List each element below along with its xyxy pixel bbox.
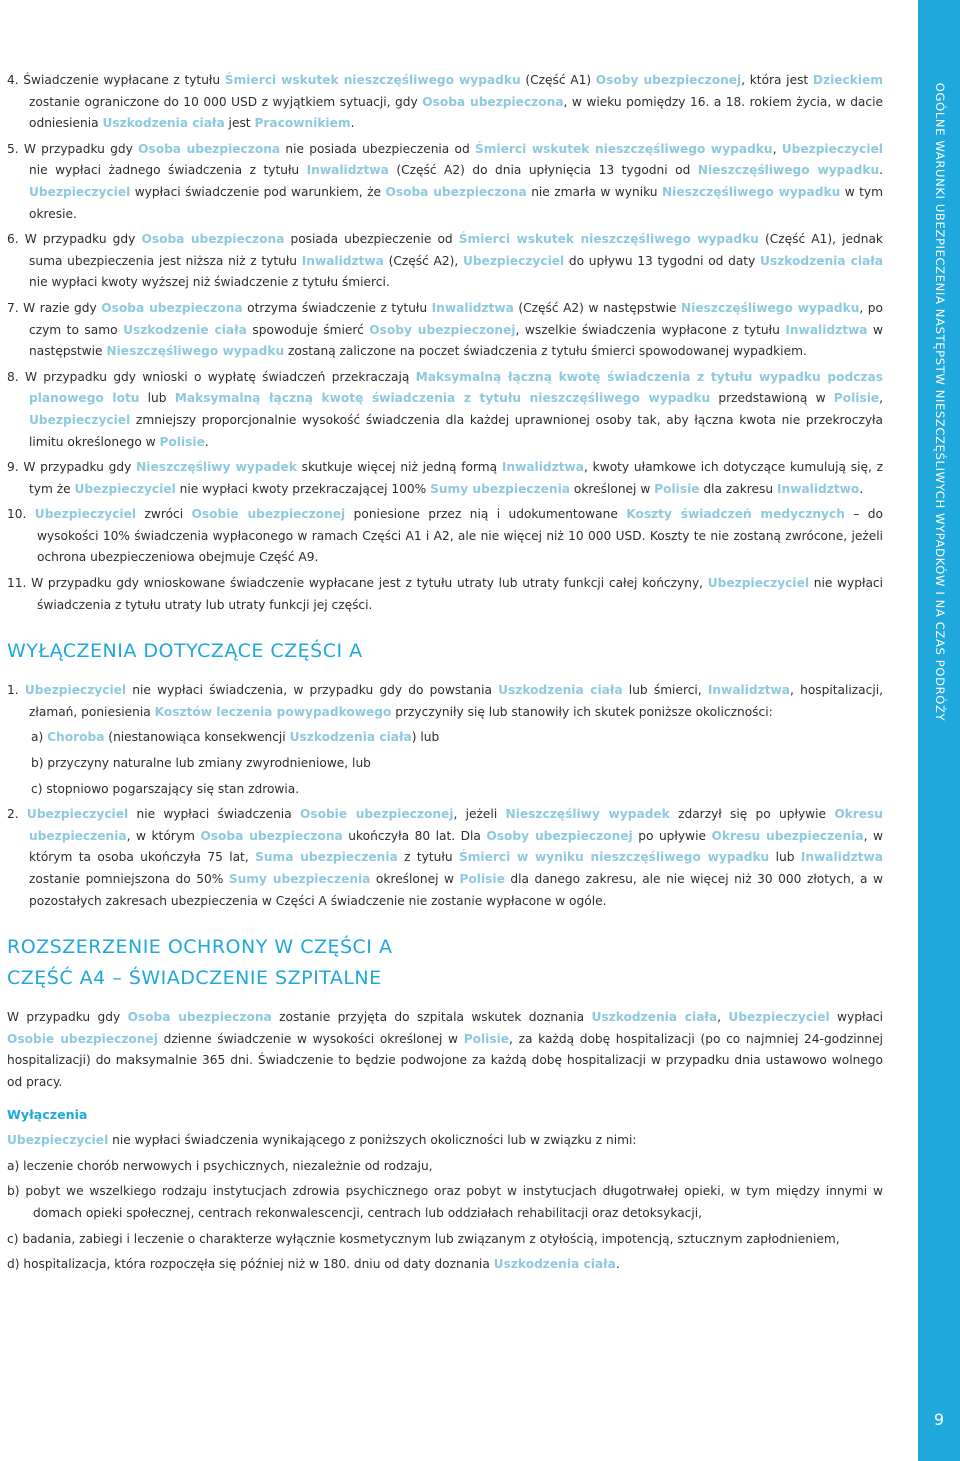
text-run: nie wypłaci świadczenia [128,807,300,822]
text-run: a) [31,730,48,745]
text-run: 9. W przypadku gdy [7,460,137,475]
defined-term: Uszkodzenia ciała [289,730,412,745]
defined-term: Osoba ubezpieczona [138,141,281,156]
list-item [7,1181,883,1224]
defined-term: Polisie [159,434,205,449]
defined-term: Ubezpieczyciel [24,683,127,698]
numbered-clause [7,367,883,453]
defined-term: Ubezpieczyciel [462,253,565,268]
text-run: przedstawioną w [710,391,834,406]
text-run: określonej w [370,872,460,886]
text-run: nie zmarła w wyniku [526,184,662,199]
defined-term: Ubezpieczyciel [29,184,131,199]
text-run: zwróci [136,507,192,522]
defined-term: Inwalidztwa [800,850,883,865]
vertical-title: OGÓLNE WARUNKI UBEZPIECZENIA NASTĘPSTW NIESZCZĘŚLIWYCH WYPADKÓW I NA CZAS PODRÓŻY [933,82,947,722]
text-run: d) hospitalizacja, która rozpoczęła się później niż w 180. dniu od daty doznania [7,1257,494,1272]
text-run: nie wypłaci kwoty przekraczającej 100% [175,481,431,496]
defined-term: Osoby ubezpieczonej [595,73,742,87]
text-run: zostaną zaliczone na poczet świadczenia z tytułu śmierci spowodowanej wypadkiem. [284,344,807,359]
defined-term: Śmierci wskutek nieszczęśliwego wypadku [458,232,759,247]
text-run: W przypadku gdy [7,1010,128,1025]
text-run: . [350,116,355,131]
text-run: w tym okresie. [29,184,884,221]
text-run: zostanie przyjęta do szpitala wskutek doznania [271,1010,592,1025]
text-run: dzienne świadczenie w wysokości określonej w [157,1031,464,1046]
defined-term: Okresu ubezpieczenia [711,828,864,843]
numbered-clause [7,457,883,500]
text-run: , za każdą dobę hospitalizacji (po co najmniej 24-godzinnej hospitalizacji) do maksymalnie 365 dni. Świadczenie to będzie podwojone za każdą dobę hospitalizacji w przypadku dnia ustawowo wolnego od pracy. [7,1031,883,1089]
defined-term: Sumy ubezpieczenia [430,481,571,496]
defined-term: Ubezpieczyciel [728,1010,830,1025]
numbered-clause [7,504,883,569]
defined-term: Suma ubezpieczenia [255,850,398,865]
text-run: zostanie ograniczone do 10 000 USD z wyjątkiem sytuacji, gdy [29,94,423,109]
text-run: w następstwie [29,322,883,359]
text-run: poniesione przez nią i udokumentowane [345,507,627,522]
text-run: , jeżeli [453,807,506,822]
text-run: 8. W przypadku gdy wnioski o wypłatę świadczeń przekraczają [7,369,416,384]
numbered-clause [7,139,883,225]
defined-term: Nieszczęśliwego wypadku [681,300,860,315]
defined-term: Polisie [459,872,505,886]
defined-term: Ubezpieczyciel [29,412,131,427]
defined-term: Śmierci w wyniku nieszczęśliwego wypadku [458,850,770,865]
text-run: , w wieku pomiędzy 16. a 18. rokiem życia, w dacie odniesienia [29,94,883,131]
text-run: skutkuje więcej niż jedną formą [296,460,502,475]
paragraph [7,1007,883,1093]
defined-term: Uszkodzenia ciała [102,116,225,131]
defined-term: Inwalidztwa [431,300,514,315]
defined-term: Osoba ubezpieczona [422,94,564,109]
text-run: nie wypłaci żadnego świadczenia z tytułu [29,163,307,178]
text-run: – do wysokości 10% świadczenia wypłaconego w ramach Części A1 i A2, ale nie więcej niż 10 000 USD. Koszty te nie zostaną zwrócone, jeżeli ochrona ubezpieczeniowa obejmuje Część A9. [37,507,883,565]
text-run: po upływie [632,828,712,843]
defined-term: Osoba ubezpieczona [141,232,285,247]
text-run: nie wypłaci świadczenia z tytułu utraty lub utraty funkcji jej części. [37,576,883,612]
text-run: zdarzył się po upływie [669,807,835,822]
text-run: określonej w [570,481,655,496]
numbered-clause [7,573,883,616]
text-run: (Część A2), [383,253,463,268]
text-run: do upływu 13 tygodni od daty [564,253,760,268]
defined-term: Choroba [47,730,105,745]
defined-term: Inwalidztwa [785,322,868,337]
text-run: . [204,434,209,449]
text-run: (Część A2) do dnia upłynięcia 13 tygodni od [388,163,698,178]
text-run: jest [224,116,255,131]
defined-term: Uszkodzenia ciała [493,1257,616,1272]
numbered-clause [7,229,883,294]
defined-term: Osobie ubezpieczonej [7,1031,158,1046]
defined-term: Uszkodzenia ciała [760,253,883,268]
text-run: nie wypłaci świadczenia wynikającego z poniższych okoliczności lub w związku z nimi: [108,1133,637,1148]
text-run: 4. Świadczenie wypłacane z tytułu [7,73,225,87]
text-run: . [615,1257,620,1272]
defined-term: Nieszczęśliwego wypadku [697,163,880,178]
text-run: 2. [7,807,27,822]
text-run: spowoduje śmierć [246,322,370,337]
defined-term: Osoby ubezpieczonej [369,322,516,337]
text-run: nie posiada ubezpieczenia od [280,141,475,156]
defined-term: Koszty świadczeń medycznych [626,507,845,522]
defined-term: Maksymalną łączną kwotę świadczenia z tytułu nieszczęśliwego wypadku [174,391,711,406]
defined-term: Ubezpieczyciel [707,576,810,591]
defined-term: Sumy ubezpieczenia [228,872,371,886]
defined-term: Polisie [654,481,700,496]
text-run: dla danego zakresu, ale nie więcej niż 30 000 złotych, a w pozostałych zakresach ubezpieczenia w Części A świadczenie nie zostanie wypłacone w ogóle. [29,872,884,908]
list-item [7,1156,883,1178]
defined-term: Nieszczęśliwego wypadku [661,184,841,199]
text-run: , hospitalizacji, złamań, poniesienia [29,683,883,719]
text-run: b) pobyt we wszelkiego rodzaju instytucjach zdrowia psychicznego oraz pobyt w instytucjach długotrwałej opieki, w tym między innymi w domach opieki społecznej, centrach rekonwalescencji, centrach lub oddziałach rehabilitacji oraz detoksykacji, [7,1184,883,1220]
section-heading: ROZSZERZENIE OCHRONY W CZĘŚCI A CZĘŚĆ A4 – ŚWIADCZENIE SZPITALNE [7,936,393,990]
text-run: lub śmierci, [622,683,708,698]
numbered-clause [7,804,883,912]
defined-term: Ubezpieczyciel [26,807,129,822]
defined-term: Osobie ubezpieczonej [191,507,346,522]
list-item [7,727,883,749]
defined-term: Inwalidztwa [306,163,389,178]
text-run: 10. [7,507,35,522]
text-run: lub [769,850,801,865]
text-run: b) przyczyny naturalne lub zmiany zwyrodnieniowe, lub [31,756,371,771]
text-run: lub [139,391,175,406]
list-item [7,779,883,801]
text-run: , kwoty ułamkowe ich dotyczące kumulują się, z tym że [29,460,883,496]
defined-term: Osoby ubezpieczonej [486,828,633,843]
text-run: a) leczenie chorób nerwowych i psychicznych, niezależnie od rodzaju, [7,1158,433,1173]
text-run: , w którym ta osoba ukończyła 75 lat, [29,828,884,865]
text-run: , [717,1010,729,1025]
text-run: przyczyniły się lub stanowiły ich skutek poniższe okoliczności: [391,704,773,719]
defined-term: Uszkodzenia ciała [591,1010,718,1025]
numbered-clause [7,298,883,363]
text-run: , [879,391,884,406]
text-run: , po czym to samo [29,300,884,337]
paragraph [7,1130,883,1152]
defined-term: Polisie [463,1031,510,1046]
defined-term: Osobie ubezpieczonej [299,807,454,822]
text-run: , wszelkie świadczenia wypłacone z tytułu [515,322,786,337]
text-run: . [859,481,864,496]
defined-term: Nieszczęśliwy wypadek [136,460,297,475]
list-item [7,753,883,775]
text-run: , w którym [126,828,201,843]
list-item [7,1229,883,1251]
defined-term: Okresu ubezpieczenia [29,807,883,843]
text-run: , [772,141,782,156]
defined-term: Osoba ubezpieczona [101,300,243,315]
page-number: 9 [933,1410,945,1429]
defined-term: Uszkodzenie ciała [123,322,247,337]
text-run: posiada ubezpieczenie od [284,232,459,247]
defined-term: Kosztów leczenia powypadkowego [154,704,392,719]
text-run: z tytułu [397,850,459,865]
numbered-clause [7,70,883,135]
defined-term: Ubezpieczyciel [74,481,176,496]
text-run: 11. W przypadku gdy wnioskowane świadczenie wypłacane jest z tytułu utraty lub utraty funkcji całej kończyny, [7,576,708,591]
defined-term: Polisie [833,391,880,406]
text-run: 5. W przypadku gdy [7,141,139,156]
text-run: c) badania, zabiegi i leczenie o charakterze wyłącznie kosmetycznym lub związanym z otyłością, impotencją, sztucznym zapłodnieniem, [7,1231,840,1246]
text-run: , która jest [741,73,813,87]
text-run: ) lub [411,730,440,745]
defined-term: Ubezpieczyciel [34,507,137,522]
text-run: wypłaci [829,1010,883,1025]
text-run: nie wypłaci świadczenia, w przypadku gdy do powstania [126,683,499,698]
text-run: zostanie pomniejszona do 50% [29,872,229,886]
text-run: (Część A1) [520,73,596,87]
defined-term: Ubezpieczyciel [7,1133,109,1148]
text-run: 1. [7,683,25,698]
defined-term: Śmierci wskutek nieszczęśliwego wypadku [474,141,773,156]
text-run: 6. W przypadku gdy [7,232,142,247]
text-run: otrzyma świadczenie z tytułu [242,300,432,315]
text-run: nie wypłaci kwoty wyższej niż świadczenie z tytułu śmierci. [29,275,390,290]
text-run: (Część A2) w następstwie [513,300,682,315]
document-body [7,70,883,1280]
defined-term: Dzieckiem [812,73,884,87]
defined-term: Nieszczęśliwego wypadku [106,344,285,359]
text-run: dla zakresu [699,481,777,496]
defined-term: Inwalidztwa [501,460,585,475]
subsection-heading: Wyłączenia [7,1106,88,1122]
defined-term: Maksymalną łączną kwotę świadczenia z tytułu wypadku podczas planowego lotu [29,369,883,406]
text-run: 7. W razie gdy [7,300,102,315]
text-run: ukończyła 80 lat. Dla [342,828,487,843]
defined-term: Osoba ubezpieczona [200,828,343,843]
text-run: wypłaci świadczenie pod warunkiem, że [130,184,386,199]
list-item [7,1254,883,1276]
defined-term: Uszkodzenia ciała [498,683,623,698]
numbered-clause [7,680,883,723]
text-run: (Część A1), jednak suma ubezpieczenia jest niższa niż z tytułu [29,232,883,268]
text-run: . [879,163,883,178]
defined-term: Pracownikiem [254,116,351,131]
defined-term: Inwalidztwa [301,253,384,268]
text-run: zmniejszy proporcjonalnie wysokość świadczenia dla każdej uprawnionej osoby tak, aby łączna kwota nie przekroczyła limitu określonego w [29,412,883,449]
defined-term: Ubezpieczyciel [781,141,883,156]
defined-term: Inwalidztwo [776,481,860,496]
text-run: (niestanowiąca konsekwencji [104,730,290,745]
section-heading: WYŁĄCZENIA DOTYCZĄCE CZĘŚCI A [7,640,363,663]
defined-term: Śmierci wskutek nieszczęśliwego wypadku [224,73,521,87]
defined-term: Osoba ubezpieczona [127,1010,272,1025]
defined-term: Osoba ubezpieczona [385,184,527,199]
text-run: c) stopniowo pogarszający się stan zdrowia. [31,781,300,796]
defined-term: Inwalidztwa [707,683,791,698]
defined-term: Nieszczęśliwy wypadek [505,807,670,822]
